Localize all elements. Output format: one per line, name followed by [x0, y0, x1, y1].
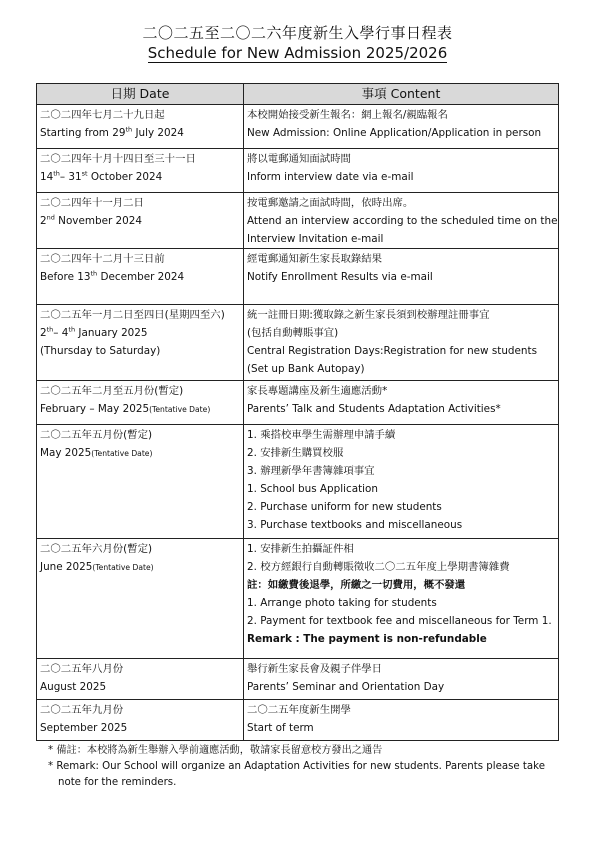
date-cell — [37, 249, 244, 305]
date-cell — [37, 700, 244, 741]
content-line: 統一註冊日期:獲取錄之新生家長須到校辦理註冊事宜 — [247, 309, 490, 321]
table-row — [37, 659, 559, 700]
date-cell — [37, 381, 244, 425]
content-line: 2. Payment for textbook fee and miscellaneous for Term 1. — [247, 615, 552, 627]
content-line: 按電郵邀請之面試時間，依時出席。 — [247, 197, 414, 209]
date-cell — [37, 425, 244, 539]
content-line: 1. 乘搭校車學生需辦理申請手續 — [247, 429, 396, 441]
content-line: Parents’ Talk and Students Adaptation Activities* — [247, 403, 501, 415]
date-cell — [37, 305, 244, 381]
footnote-en-continued: note for the reminders. — [58, 777, 177, 788]
date-zh: 二〇二五年五月份(暫定) — [40, 429, 153, 441]
content-line: 經電郵通知新生家長取錄結果 — [247, 253, 383, 265]
date-cell — [37, 105, 244, 149]
content-cell — [244, 425, 559, 539]
date-zh: 二〇二五年六月份(暫定) — [40, 543, 153, 555]
table-row — [37, 539, 559, 659]
content-line: Inform interview date via e-mail — [247, 171, 414, 183]
content-cell — [244, 659, 559, 700]
content-cell — [244, 305, 559, 381]
date-cell — [37, 149, 244, 193]
content-line: 舉行新生家長會及親子伴學日 — [247, 663, 383, 675]
content-column-header: 事項 Content — [244, 84, 559, 105]
content-line: Parents’ Seminar and Orientation Day — [247, 681, 445, 693]
date-en: 2nd November 2024 — [40, 213, 142, 227]
content-line: 1. Arrange photo taking for students — [247, 597, 437, 609]
table-row — [37, 149, 559, 193]
content-cell — [244, 105, 559, 149]
content-line: (Set up Bank Autopay) — [247, 363, 365, 375]
page-title-english — [0, 44, 595, 62]
page-title-chinese: 二〇二五至二〇二六年度新生入學行事日程表 — [142, 24, 453, 42]
date-zh: 二〇二四年十二月十三日前 — [40, 253, 165, 265]
footnote-zh: * 備註：本校將為新生舉辦入學前適應活動，敬請家長留意校方發出之通告 — [48, 745, 383, 756]
content-line: Attend an interview according to the scheduled time on the — [247, 215, 558, 227]
date-zh: 二〇二五年一月二日至四日(星期四至六) — [40, 309, 225, 321]
content-line: (包括自動轉賬事宜) — [247, 327, 339, 339]
content-line: 1. 安排新生拍攝証件相 — [247, 543, 354, 555]
footnotes — [48, 743, 558, 791]
date-en: 14th– 31st October 2024 — [40, 169, 163, 183]
table-row — [37, 193, 559, 249]
table-row — [37, 700, 559, 741]
content-line: 家長專題講座及新生適應活動* — [247, 385, 388, 397]
date-en: 2th– 4th January 2025 — [40, 325, 148, 339]
content-line: 2. 校方經銀行自動轉賬徵收二〇二五年度上學期書簿雜費 — [247, 561, 510, 573]
content-line: Notify Enrollment Results via e-mail — [247, 271, 433, 283]
date-en: Before 13th December 2024 — [40, 269, 185, 283]
page-title-english-text: Schedule for New Admission 2025/2026 — [147, 44, 448, 62]
date-en: June 2025(Tentative Date) — [40, 561, 154, 573]
date-en: February – May 2025(Tentative Date) — [40, 403, 211, 415]
date-zh: 二〇二四年十一月二日 — [40, 197, 144, 209]
content-line: Central Registration Days:Registration for new students — [247, 345, 537, 357]
content-line: New Admission: Online Application/Application in person — [247, 127, 542, 139]
content-line: 3. 辦理新學年書簿雜項事宜 — [247, 465, 375, 477]
content-line: 二〇二五年度新生開學 — [247, 704, 351, 716]
content-cell — [244, 539, 559, 659]
content-cell — [244, 249, 559, 305]
content-line: Start of term — [247, 722, 314, 734]
date-en: September 2025 — [40, 722, 128, 734]
table-row — [37, 305, 559, 381]
date-zh: 二〇二四年十月十四日至三十一日 — [40, 153, 196, 165]
footnote-en: * Remark: Our School will organize an Adaptation Activities for new students. Parents please take — [48, 761, 545, 772]
content-line: 2. Purchase uniform for new students — [247, 501, 442, 513]
date-zh: 二〇二五年八月份 — [40, 663, 124, 675]
content-cell — [244, 700, 559, 741]
content-line: 2. 安排新生購買校服 — [247, 447, 344, 459]
content-line-remark-en: Remark : The payment is non-refundable — [247, 633, 487, 645]
content-line: 本校開始接受新生報名：網上報名/親臨報名 — [247, 109, 448, 121]
table-row — [37, 105, 559, 149]
date-en: May 2025(Tentative Date) — [40, 447, 153, 459]
date-cell — [37, 539, 244, 659]
date-column-header: 日期 Date — [37, 84, 244, 105]
content-line: 將以電郵通知面試時間 — [247, 153, 351, 165]
date-extra: (Thursday to Saturday) — [40, 345, 161, 357]
date-en: August 2025 — [40, 681, 107, 693]
content-cell — [244, 193, 559, 249]
content-line: 1. School bus Application — [247, 483, 378, 495]
content-line-remark-zh: 註：如繳費後退學，所繳之一切費用，概不發還 — [247, 579, 466, 591]
table-row — [37, 249, 559, 305]
content-cell — [244, 381, 559, 425]
table-row — [37, 425, 559, 539]
content-cell — [244, 149, 559, 193]
table-header-row — [37, 84, 559, 105]
content-line: Interview Invitation e-mail — [247, 233, 384, 245]
table-row — [37, 381, 559, 425]
date-zh: 二〇二五年二月至五月份(暫定) — [40, 385, 184, 397]
date-cell — [37, 659, 244, 700]
date-zh: 二〇二五年九月份 — [40, 704, 124, 716]
content-line: 3. Purchase textbooks and miscellaneous — [247, 519, 463, 531]
date-en: Starting from 29th July 2024 — [40, 125, 184, 139]
schedule-table — [36, 83, 559, 741]
date-zh: 二〇二四年七月二十九日起 — [40, 109, 165, 121]
date-cell — [37, 193, 244, 249]
